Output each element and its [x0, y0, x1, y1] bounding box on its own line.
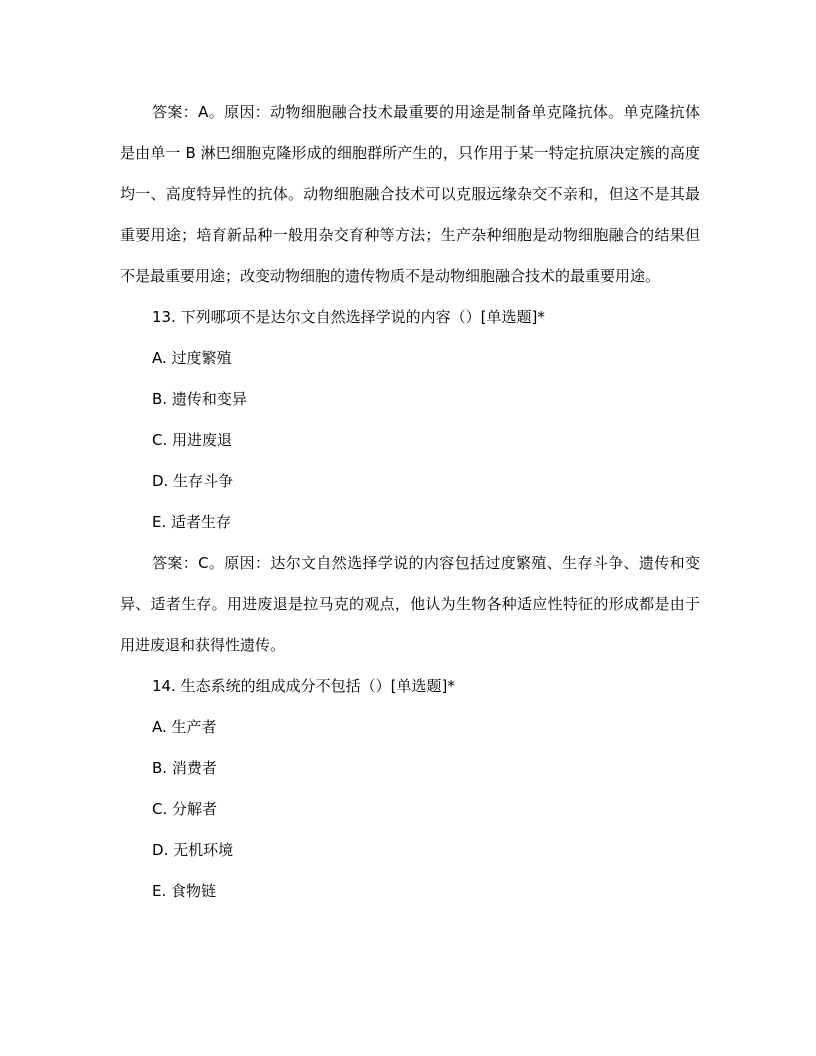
question-13: 13. 下列哪项不是达尔文自然选择学说的内容（）[单选题]* — [152, 308, 545, 326]
answer-13-explanation: 答案：C。原因：达尔文自然选择学说的内容包括过度繁殖、生存斗争、遗传和变异、适者生存。用进废退是拉马克的观点，他认为生物各种适应性特征的形成都是由于用进废退和获得性遗传。 — [120, 554, 700, 654]
q14-option-a: A. 生产者 — [152, 718, 217, 736]
q13-option-c: C. 用进废退 — [152, 431, 233, 449]
q14-option-b: B. 消费者 — [152, 759, 217, 777]
q14-option-e: E. 食物链 — [152, 882, 217, 900]
page-content — [120, 92, 700, 912]
q14-option-c: C. 分解者 — [152, 800, 218, 818]
answer-12-explanation: 答案：A。原因：动物细胞融合技术最重要的用途是制备单克隆抗体。单克隆抗体是由单一 B 淋巴细胞克隆形成的细胞群所产生的，只作用于某一特定抗原决定簇的高度均一、高度特异性的抗体。动物细胞融合技术可以克服远缘杂交不亲和，但这不是其最重要用途；培育新品种一般用杂交育种等方法；生产杂种细胞是动物细胞融合的结果但不是最重要用途；改变动物细胞的遗传物质不是动物细胞融合技术的最重要用途。 — [120, 103, 700, 285]
q13-option-d: D. 生存斗争 — [152, 472, 234, 490]
q13-option-e: E. 适者生存 — [152, 513, 232, 531]
q13-option-b: B. 遗传和变异 — [152, 390, 247, 408]
q14-option-d: D. 无机环境 — [152, 841, 234, 859]
question-14: 14. 生态系统的组成成分不包括（）[单选题]* — [152, 677, 455, 695]
q13-option-a: A. 过度繁殖 — [152, 349, 232, 367]
